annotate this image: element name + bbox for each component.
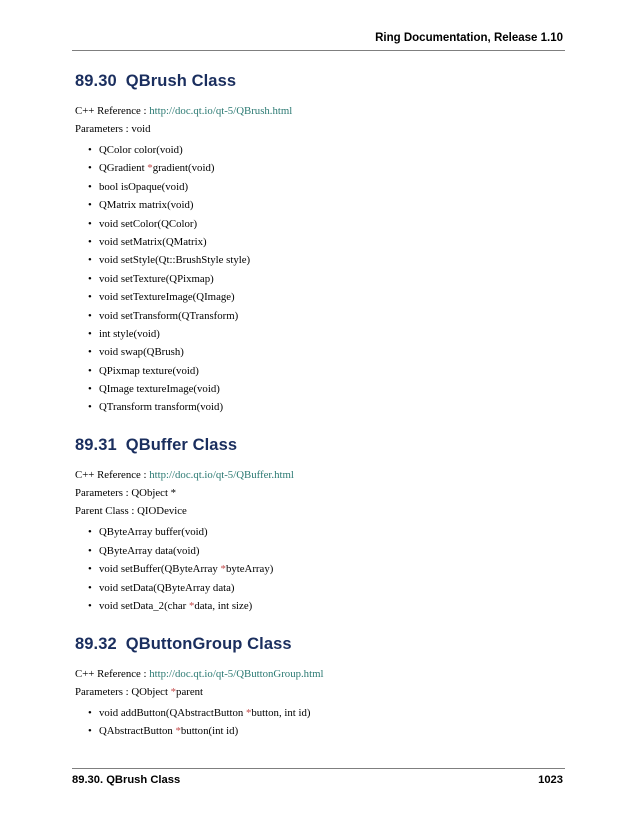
method-item	[75, 724, 565, 738]
bullet-icon: •	[88, 725, 92, 738]
section-qbuffer	[75, 436, 565, 613]
method-item	[75, 309, 565, 323]
method-item	[75, 382, 565, 396]
method-item	[75, 217, 565, 231]
method-signature: int style(void)	[99, 327, 160, 340]
method-item	[75, 198, 565, 212]
bullet-icon: •	[88, 563, 92, 576]
method-item	[75, 364, 565, 378]
reference-line	[75, 667, 565, 681]
running-footer	[72, 768, 565, 786]
method-list	[75, 706, 565, 738]
pointer-asterisk: *	[175, 725, 181, 738]
method-signature: void setStyle(Qt::BrushStyle style)	[99, 254, 251, 267]
pointer-asterisk: *	[147, 162, 153, 175]
bullet-icon: •	[88, 235, 92, 248]
running-header	[72, 30, 565, 51]
document-title: Ring Documentation, Release 1.10	[375, 32, 563, 44]
section-heading	[75, 72, 565, 91]
method-signature: QByteArray buffer(void)	[99, 526, 208, 539]
method-item	[75, 706, 565, 720]
reference-line	[75, 468, 565, 482]
bullet-icon: •	[88, 383, 92, 396]
method-list	[75, 525, 565, 613]
section-qbuttongroup	[75, 635, 565, 738]
pointer-asterisk: *	[245, 707, 252, 720]
method-item	[75, 180, 565, 194]
method-signature: void setData(QByteArray data)	[99, 581, 235, 594]
reference-link[interactable]: http://doc.qt.io/qt-5/QBrush.html	[149, 105, 293, 117]
section-heading	[75, 635, 565, 654]
section-title: QBrush Class	[125, 72, 237, 90]
section-number: 89.31	[75, 436, 117, 455]
section-title: QButtonGroup Class	[125, 635, 292, 654]
method-signature: void addButton(QAbstractButton *button, int id)	[99, 707, 311, 720]
parameters-line: Parameters : void	[75, 123, 151, 135]
reference-link[interactable]: http://doc.qt.io/qt-5/QButtonGroup.html	[149, 668, 324, 681]
method-item	[75, 525, 565, 539]
bullet-icon: •	[88, 144, 92, 156]
bullet-icon: •	[88, 217, 92, 230]
method-item	[75, 235, 565, 249]
parameters-line: Parameters : QObject *	[75, 487, 177, 500]
method-signature: void setTextureImage(QImage)	[99, 291, 235, 304]
method-signature: void swap(QBrush)	[99, 346, 184, 359]
method-signature: void setColor(QColor)	[99, 217, 198, 230]
bullet-icon: •	[88, 291, 92, 304]
method-signature: QTransform transform(void)	[99, 401, 224, 414]
bullet-icon: •	[88, 401, 92, 414]
pointer-asterisk: *	[220, 563, 226, 576]
method-item	[75, 327, 565, 341]
section-title: QBuffer Class	[125, 436, 238, 455]
parameters-line: Parameters : QObject *parent	[75, 686, 204, 699]
method-item	[75, 161, 565, 175]
method-signature: void setTransform(QTransform)	[99, 309, 239, 322]
method-item	[75, 400, 565, 414]
bullet-icon: •	[88, 272, 92, 285]
reference-label: C++ Reference :	[75, 469, 150, 482]
method-item	[75, 272, 565, 286]
bullet-icon: •	[88, 309, 92, 322]
method-signature: QAbstractButton *button(int id)	[99, 725, 239, 738]
section-heading	[75, 436, 565, 455]
reference-label: C++ Reference :	[75, 668, 150, 681]
method-list	[75, 143, 565, 414]
method-signature: void setMatrix(QMatrix)	[99, 235, 207, 248]
method-item	[75, 345, 565, 359]
method-item	[75, 143, 565, 157]
bullet-icon: •	[88, 327, 92, 340]
method-signature: QColor color(void)	[99, 144, 183, 156]
reference-label: C++ Reference :	[75, 105, 150, 117]
method-signature: QByteArray data(void)	[99, 544, 200, 557]
method-signature: QMatrix matrix(void)	[99, 199, 194, 212]
method-signature: QPixmap texture(void)	[99, 364, 199, 377]
page-content	[75, 60, 565, 743]
bullet-icon: •	[88, 346, 92, 359]
bullet-icon: •	[88, 581, 92, 594]
method-item	[75, 581, 565, 595]
method-signature: void setTexture(QPixmap)	[99, 272, 214, 285]
method-signature: void setData_2(char *data, int size)	[99, 600, 253, 613]
method-signature: QImage textureImage(void)	[99, 383, 220, 396]
method-item	[75, 599, 565, 613]
bullet-icon: •	[88, 254, 92, 267]
footer-section-title: 89.30. QBrush Class	[72, 774, 181, 786]
bullet-icon: •	[88, 544, 92, 557]
method-item	[75, 253, 565, 267]
bullet-icon: •	[88, 180, 92, 193]
bullet-icon: •	[88, 162, 92, 175]
method-item	[75, 290, 565, 304]
bullet-icon: •	[88, 364, 92, 377]
pointer-asterisk: *	[188, 600, 195, 613]
method-signature: bool isOpaque(void)	[99, 180, 189, 193]
method-item	[75, 562, 565, 576]
bullet-icon: •	[88, 526, 92, 539]
section-number: 89.30	[75, 72, 117, 90]
bullet-icon: •	[88, 600, 92, 613]
method-item	[75, 544, 565, 558]
bullet-icon: •	[88, 199, 92, 212]
reference-link[interactable]: http://doc.qt.io/qt-5/QBuffer.html	[149, 469, 294, 482]
section-qbrush	[75, 72, 565, 414]
method-signature: QGradient *gradient(void)	[99, 162, 215, 175]
reference-line	[75, 104, 565, 118]
bullet-icon: •	[88, 707, 92, 720]
parent-class-line: Parent Class : QIODevice	[75, 505, 187, 518]
pointer-asterisk: *	[170, 686, 177, 699]
method-signature: void setBuffer(QByteArray *byteArray)	[99, 563, 274, 576]
page-number: 1023	[538, 774, 563, 786]
section-number: 89.32	[75, 635, 117, 654]
